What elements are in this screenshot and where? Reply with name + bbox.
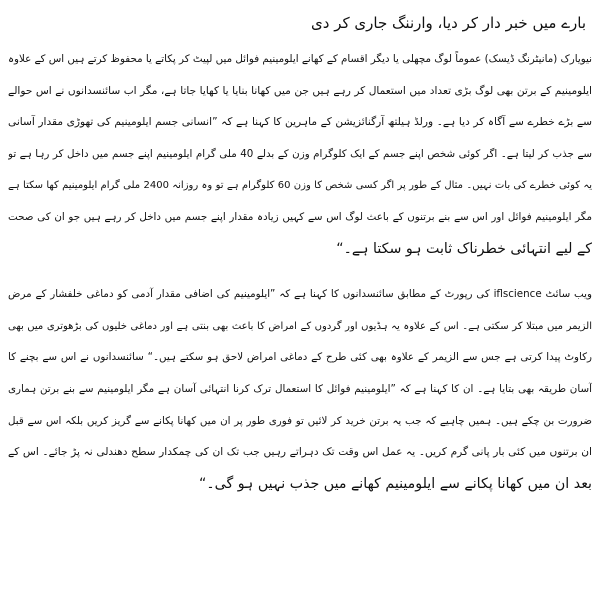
paragraph-line: سے بڑے خطرے سے آگاہ کر دیا ہے۔ ورلڈ ہیلتھ آرگنائزیشن کے ماہرین کا کہنا ہے کہ ”انسانی جسم ایلومینیم کی تھوڑی مقدار آسانی <box>8 116 592 129</box>
paragraph-line: سے جذب کر لیتا ہے۔ اگر کوئی شخص اپنے جسم کے ایک کلوگرام وزن کے بدلے 40 ملی گرام ایلومینیم اپنے جسم میں داخل کر رہا ہے تو <box>8 147 592 160</box>
article <box>8 6 592 594</box>
paragraph-line: ویب سائٹ iflscience کی رپورٹ کے مطابق سائنسدانوں کا کہنا ہے کہ ”ایلومینیم کی اضافی مقدار آدمی کو دماغی خلفشار کے مرض <box>8 288 592 301</box>
paragraph-line: نیویارک (مانیٹرنگ ڈیسک) عموماً لوگ مچھلی یا دیگر اقسام کے کھانے ایلومینیم فوائل میں لپیٹ کر پکاتے یا محفوظ کرتے ہیں اس کے علاوہ <box>8 53 592 65</box>
paragraph-line: ضرورت بن چکے ہیں۔ ہمیں چاہیے کہ جب یہ برتن خرید کر لائیں تو فوری طور پر ان میں کھانا پکانے سے گریز کریں بلکہ اس سے قبل <box>8 414 592 427</box>
paragraph-line: یہ کوئی خطرے کی بات نہیں۔ مثال کے طور پر اگر کسی شخص کا وزن 60 کلوگرام ہے تو وہ روزانہ 2400 ملی گرام ایلومینیم کھا سکتا ہے <box>8 180 592 192</box>
paragraph-line: الزیمر میں مبتلا کر سکتی ہے۔ اس کے علاوہ یہ ہڈیوں اور گردوں کے امراض کا باعث بھی بنتی ہے اور دماغی خلیوں کی بڑھوتری میں بھی <box>8 320 592 332</box>
paragraph-line: ان برتنوں میں کئی بار پانی گرم کریں۔ یہ عمل اس وقت تک دہراتے رہیں جب تک ان کی چمکدار سطح دھندلی نہ پڑ جائے۔ اس کے <box>8 446 592 459</box>
paragraph-line: آسان طریقہ بھی بتایا ہے۔ ان کا کہنا ہے کہ ”ایلومینیم فوائل کا استعمال ترک کرنا انتہائی آسان ہے مگر ایلومینیم سے بنے برتن ہماری <box>8 382 592 395</box>
article-paragraph-2 <box>8 279 592 500</box>
article-headline: بارے میں خبر دار کر دیا، وارننگ جاری کر دی <box>311 14 586 32</box>
paragraph-spacer <box>8 265 592 279</box>
paragraph-line: بعد ان میں کھانا پکانے سے ایلومینیم کھانے میں جذب نہیں ہو گی۔“ <box>198 475 592 492</box>
paragraph-line: کے لیے انتہائی خطرناک ثابت ہو سکتا ہے۔“ <box>336 240 592 257</box>
paragraph-line: رکاوٹ پیدا کرتی ہے جس سے الزیمر کے علاوہ بھی کئی طرح کے دماغی امراض لاحق ہو سکتے ہیں۔“ سائنسدانوں نے اس سے بچنے کا <box>8 351 592 364</box>
article-paragraph-1 <box>8 44 592 265</box>
paragraph-line: مگر ایلومینیم فوائل اور اس سے بنے برتنوں کے باعث لوگ اس سے کہیں زیادہ مقدار اپنے جسم میں داخل کر رہے ہیں جو ان کی صحت <box>8 210 592 223</box>
paragraph-line: ایلومینیم کے برتن بھی لوگ بڑی تعداد میں استعمال کر رہے ہیں جن میں کھانا بنایا یا کھایا جاتا ہے، مگر اب سائنسدانوں نے اس حوالے <box>8 84 592 97</box>
